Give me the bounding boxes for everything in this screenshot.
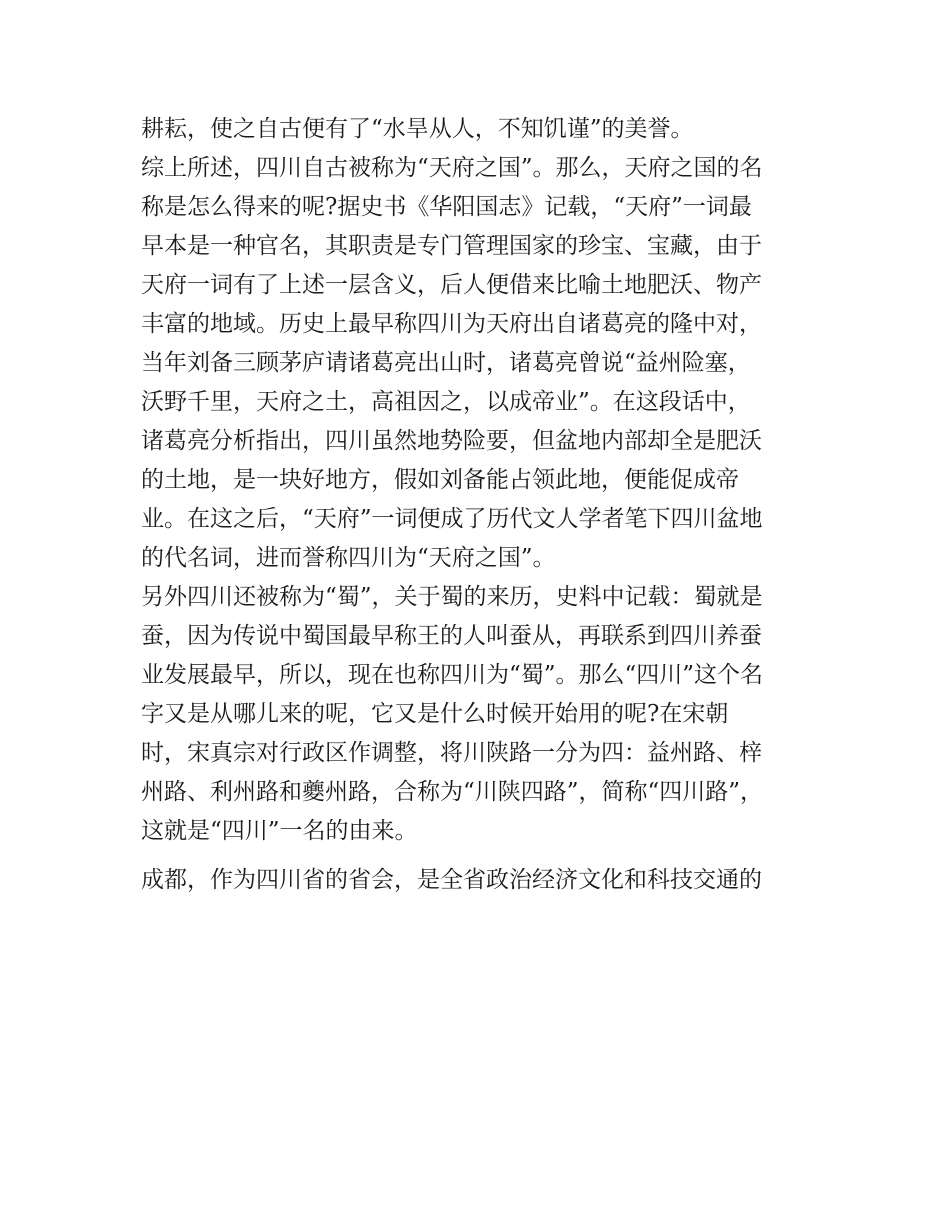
text-line: 诸葛亮分析指出，四川虽然地势险要，但盆地内部却全是肥沃	[141, 428, 762, 454]
text-line: 早本是一种官名，其职责是专门管理国家的珍宝、宝藏，由于	[141, 233, 762, 259]
text-line: 蚕，因为传说中蜀国最早称王的人叫蚕从，再联系到四川养蚕	[141, 623, 762, 649]
text-line: 天府一词有了上述一层含义，后人便借来比喻土地肥沃、物产	[141, 272, 762, 298]
paragraph-3	[141, 578, 821, 851]
text-line: 的代名词，进而誉称四川为“天府之国”。	[141, 545, 556, 571]
paragraph-1	[141, 110, 821, 149]
text-line: 业。在这之后，“天府”一词便成了历代文人学者笔下四川盆地	[141, 506, 763, 532]
text-line: 称是怎么得来的呢?据史书《华阳国志》记载，“天府”一词最	[141, 194, 752, 220]
text-line: 州路、利州路和夔州路，合称为“川陕四路”，简称“四川路”，	[141, 779, 764, 805]
text-line: 业发展最早，所以，现在也称四川为“蜀”。那么“四川”这个名	[141, 662, 764, 688]
body-text	[141, 110, 821, 900]
text-line: 另外四川还被称为“蜀”，关于蜀的来历，史料中记载：蜀就是	[141, 584, 763, 610]
text-line: 成都，作为四川省的省会，是全省政治经济文化和科技交通的	[141, 867, 762, 893]
paragraph-4	[141, 861, 821, 900]
text-line: 时，宋真宗对行政区作调整，将川陕路一分为四：益州路、梓	[141, 740, 762, 766]
paragraph-2	[141, 149, 821, 578]
paragraph-gap	[141, 851, 821, 861]
text-line: 这就是“四川”一名的由来。	[141, 818, 418, 844]
text-line: 耕耘，使之自古便有了“水旱从人，不知饥谨”的美誉。	[141, 116, 694, 142]
text-line: 沃野千里，天府之土，高祖因之，以成帝业”。在这段话中，	[141, 389, 751, 415]
text-line: 综上所述，四川自古被称为“天府之国”。那么，天府之国的名	[141, 155, 763, 181]
text-line: 丰富的地域。历史上最早称四川为天府出自诸葛亮的隆中对，	[141, 311, 762, 337]
text-line: 字又是从哪儿来的呢，它又是什么时候开始用的呢?在宋朝	[141, 701, 729, 727]
text-line: 当年刘备三顾茅庐请诸葛亮出山时，诸葛亮曾说“益州险塞，	[141, 350, 751, 376]
text-line: 的土地，是一块好地方，假如刘备能占领此地，便能促成帝	[141, 467, 739, 493]
